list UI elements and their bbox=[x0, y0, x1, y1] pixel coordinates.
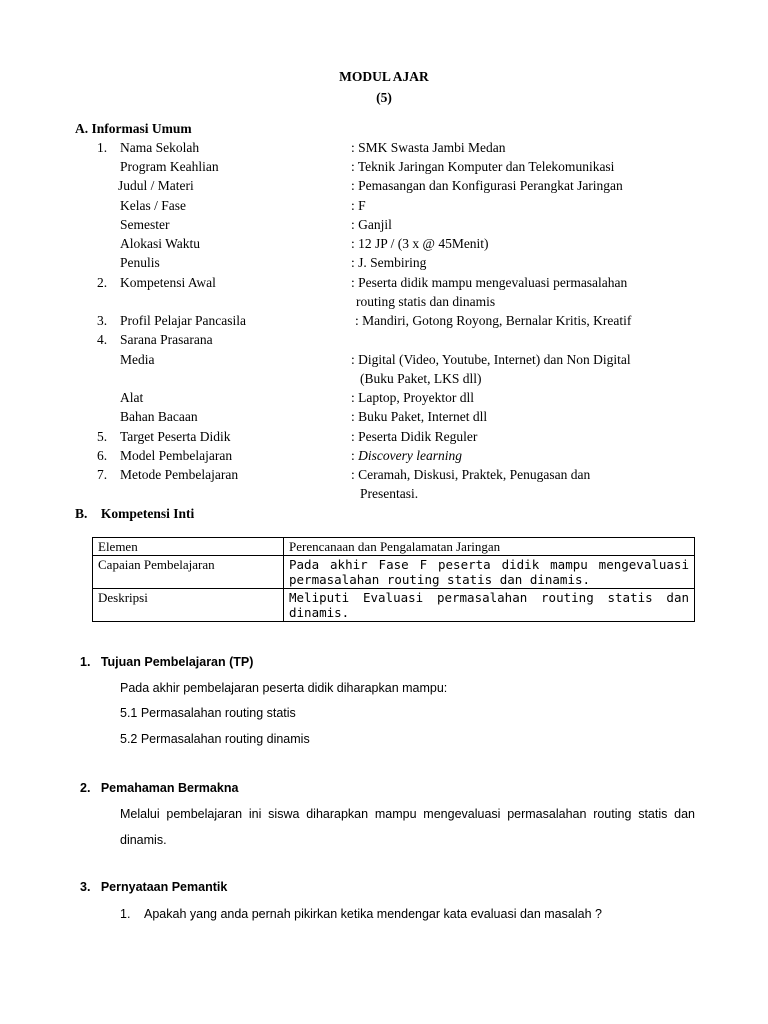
row-label: Profil Pelajar Pancasila bbox=[120, 313, 246, 328]
table-row bbox=[93, 556, 695, 589]
row-label: Bahan Bacaan bbox=[120, 409, 198, 424]
row-label: Metode Pembelajaran bbox=[120, 467, 239, 482]
row-number: 2. bbox=[97, 275, 108, 290]
section-a-heading: A. Informasi Umum bbox=[75, 121, 192, 136]
tujuan-item: 5.2 Permasalahan routing dinamis bbox=[120, 732, 310, 746]
row-value: : 12 JP / (3 x @ 45Menit) bbox=[351, 236, 489, 251]
row-number: 3. bbox=[97, 313, 108, 328]
row-number: 4. bbox=[97, 332, 108, 347]
row-label: Kelas / Fase bbox=[120, 198, 186, 213]
tujuan-item: 5.1 Permasalahan routing statis bbox=[120, 706, 296, 720]
row-label: Model Pembelajaran bbox=[120, 448, 233, 463]
row-value: : Peserta didik mampu mengevaluasi permasalahan bbox=[351, 275, 628, 290]
row-number: 1. bbox=[97, 140, 108, 155]
table-row bbox=[93, 589, 695, 622]
pernyataan-item-text: Apakah yang anda pernah pikirkan ketika mendengar kata evaluasi dan masalah ? bbox=[144, 907, 602, 921]
row-value: : SMK Swasta Jambi Medan bbox=[351, 140, 506, 155]
tujuan-heading: 1. Tujuan Pembelajaran (TP) bbox=[80, 655, 254, 669]
row-label: Media bbox=[120, 352, 155, 367]
row-number: 5. bbox=[97, 429, 108, 444]
row-value-continued: Presentasi. bbox=[360, 486, 419, 501]
pemahaman-text: Melalui pembelajaran ini siswa diharapkan mampu mengevaluasi permasalahan routing statis dan dinamis. bbox=[120, 807, 695, 847]
row-label: Kompetensi Awal bbox=[120, 275, 216, 290]
row-value: : Mandiri, Gotong Royong, Bernalar Kritis, Kreatif bbox=[355, 313, 632, 328]
row-label: Semester bbox=[120, 217, 170, 232]
row-number: 7. bbox=[97, 467, 108, 482]
row-number: 6. bbox=[97, 448, 108, 463]
row-value: : Ceramah, Diskusi, Praktek, Penugasan dan bbox=[351, 467, 591, 482]
pernyataan-item-number: 1. bbox=[120, 907, 131, 921]
value-prefix: : bbox=[351, 448, 359, 463]
row-label: Target Peserta Didik bbox=[120, 429, 231, 444]
row-value: : Pemasangan dan Konfigurasi Perangkat Jaringan bbox=[351, 178, 623, 193]
row-label: Nama Sekolah bbox=[120, 140, 200, 155]
row-value bbox=[351, 449, 462, 463]
table-cell: Pada akhir Fase F peserta didik mampu mengevaluasi permasalahan routing statis dan dinamis. bbox=[284, 556, 695, 589]
row-value: : F bbox=[351, 198, 366, 213]
row-value: : Buku Paket, Internet dll bbox=[351, 409, 488, 424]
table-row bbox=[93, 538, 695, 556]
row-value: : Peserta Didik Reguler bbox=[351, 429, 478, 444]
table-cell: Meliputi Evaluasi permasalahan routing statis dan dinamis. bbox=[284, 589, 695, 622]
row-label: Judul / Materi bbox=[118, 178, 194, 193]
row-value-continued: (Buku Paket, LKS dll) bbox=[360, 371, 482, 386]
table-cell: Deskripsi bbox=[93, 589, 284, 622]
row-label: Alokasi Waktu bbox=[120, 236, 201, 251]
row-label: Penulis bbox=[120, 255, 160, 270]
kompetensi-table bbox=[92, 537, 695, 622]
document-title: MODUL AJAR bbox=[339, 69, 429, 84]
row-label: Program Keahlian bbox=[120, 159, 219, 174]
row-label: Sarana Prasarana bbox=[120, 332, 213, 347]
row-value: : J. Sembiring bbox=[351, 255, 427, 270]
table-cell: Capaian Pembelajaran bbox=[93, 556, 284, 589]
value-italic: Discovery learning bbox=[358, 448, 462, 463]
tujuan-intro: Pada akhir pembelajaran peserta didik diharapkan mampu: bbox=[120, 681, 448, 695]
document-number: (5) bbox=[376, 90, 392, 105]
row-value: : Digital (Video, Youtube, Internet) dan Non Digital bbox=[351, 352, 631, 367]
table-cell: Perencanaan dan Pengalamatan Jaringan bbox=[284, 538, 695, 556]
row-value: : Teknik Jaringan Komputer dan Telekomunikasi bbox=[351, 159, 615, 174]
row-value: : Laptop, Proyektor dll bbox=[351, 390, 474, 405]
pernyataan-heading: 3. Pernyataan Pemantik bbox=[80, 880, 228, 894]
row-value: : Ganjil bbox=[351, 217, 392, 232]
pemahaman-heading: 2. Pemahaman Bermakna bbox=[80, 781, 239, 795]
table-cell: Elemen bbox=[93, 538, 284, 556]
row-label: Alat bbox=[120, 390, 144, 405]
row-value-continued: routing statis dan dinamis bbox=[356, 294, 496, 309]
section-b-heading: B. Kompetensi Inti bbox=[75, 506, 195, 521]
